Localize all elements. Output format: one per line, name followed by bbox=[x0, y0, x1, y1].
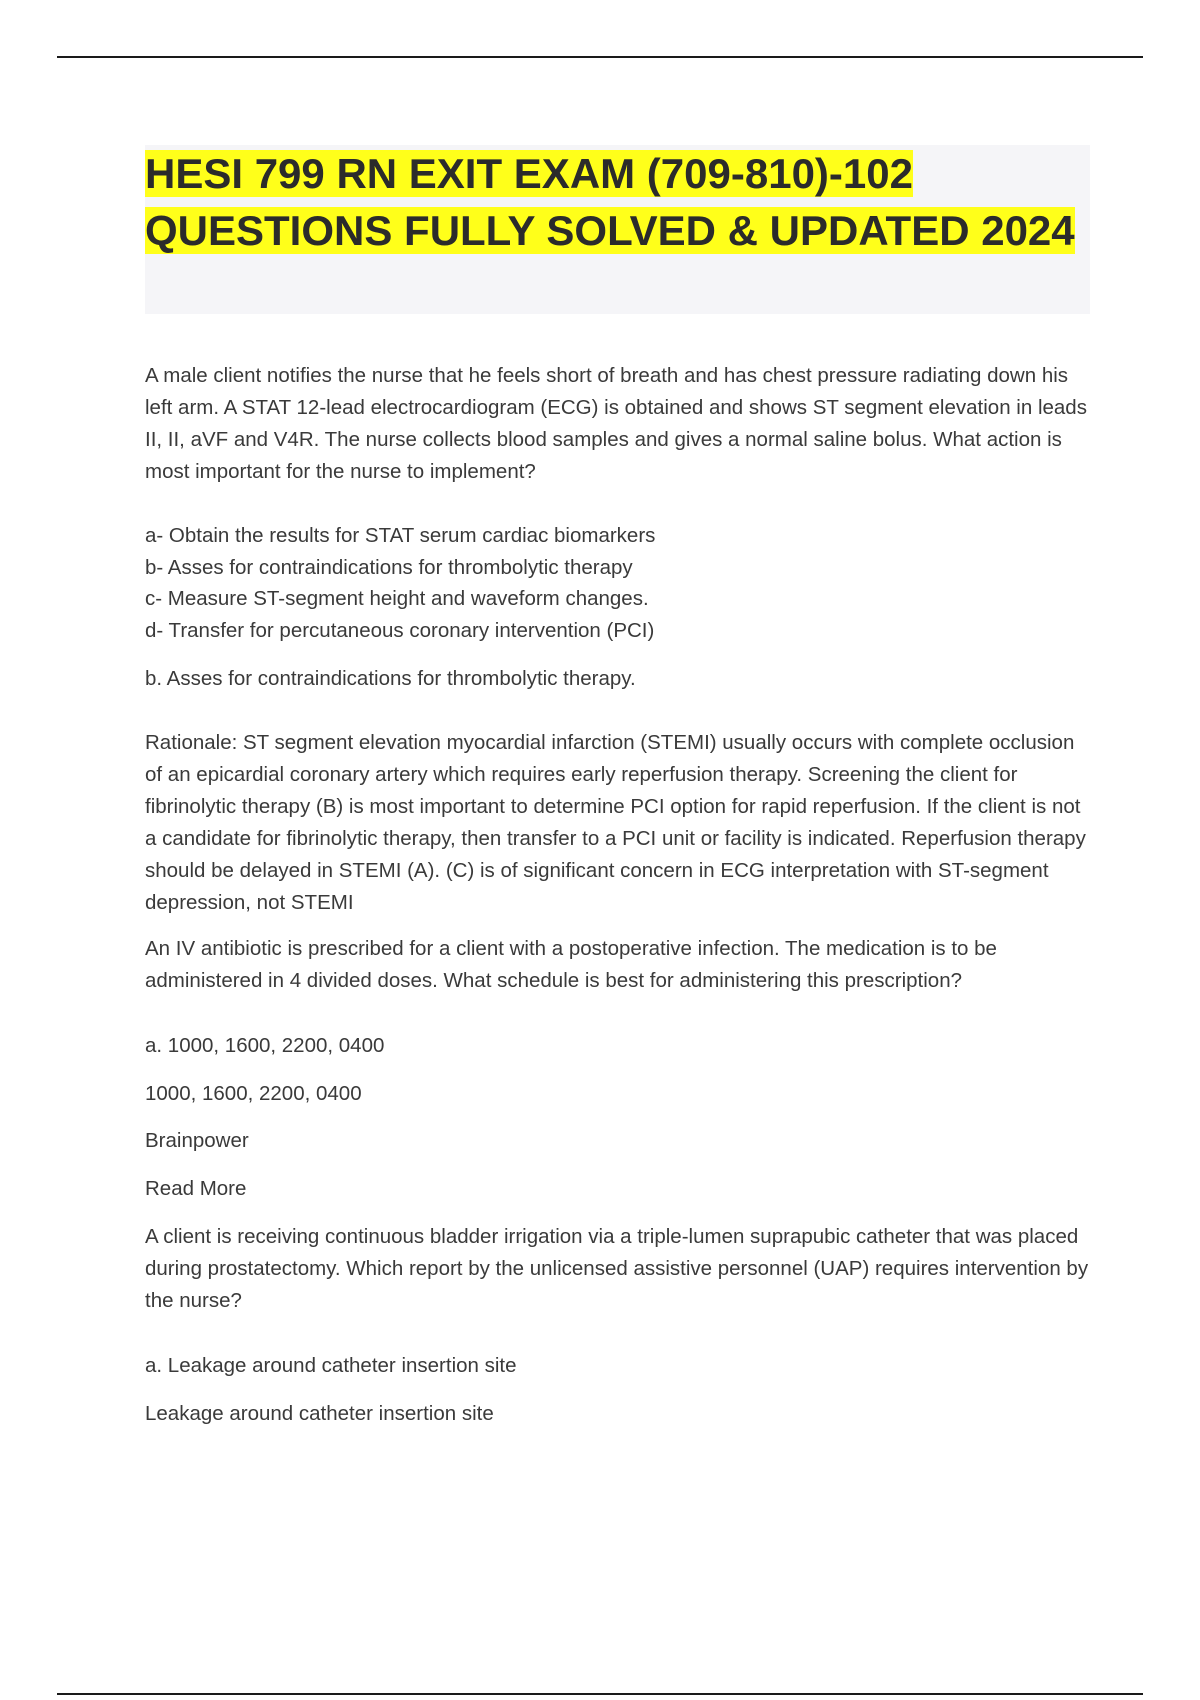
document-title bbox=[145, 145, 1090, 259]
question-1-answer: b. Asses for contraindications for thrombolytic therapy. bbox=[145, 667, 636, 690]
question-1-option-a: a- Obtain the results for STAT serum cardiac biomarkers bbox=[145, 524, 656, 547]
footer-rule bbox=[57, 1693, 1143, 1695]
question-3-answer: Leakage around catheter insertion site bbox=[145, 1402, 494, 1425]
question-3-stem: A client is receiving continuous bladder irrigation via a triple-lumen suprapubic catheter that was placed during prostatectomy. Which report by the unlicensed assistive personnel (UAP) requires intervention by the nurse? bbox=[145, 1225, 1089, 1312]
question-2-option-a: a. 1000, 1600, 2200, 0400 bbox=[145, 1034, 385, 1057]
question-3-option-a: a. Leakage around catheter insertion site bbox=[145, 1354, 517, 1377]
header-rule bbox=[57, 56, 1143, 58]
read-more-link[interactable]: Read More bbox=[145, 1177, 247, 1200]
question-1-options bbox=[145, 520, 1090, 646]
question-2-answer: 1000, 1600, 2200, 0400 bbox=[145, 1082, 362, 1105]
brainpower-label: Brainpower bbox=[145, 1129, 249, 1152]
question-1-option-c: c- Measure ST-segment height and waveform changes. bbox=[145, 587, 649, 610]
question-1-stem: A male client notifies the nurse that he feels short of breath and has chest pressure radiating down his left arm. A STAT 12-lead electrocardiogram (ECG) is obtained and shows ST segment elevation in leads II, II, aVF and V4R. The nurse collects blood samples and gives a normal saline bolus. What action is most important for the nurse to implement? bbox=[145, 364, 1087, 483]
title-highlight: HESI 799 RN EXIT EXAM (709-810)-102 QUESTIONS FULLY SOLVED & UPDATED 2024 bbox=[145, 150, 1075, 254]
question-1-rationale: Rationale: ST segment elevation myocardial infarction (STEMI) usually occurs with complete occlusion of an epicardial coronary artery which requires early reperfusion therapy. Screening the client for fibrinolytic therapy (B) is most important to determine PCI option for rapid reperfusion. If the client is not a candidate for fibrinolytic therapy, then transfer to a PCI unit or facility is indicated. Reperfusion therapy should be delayed in STEMI (A). (C) is of significant concern in ECG interpretation with ST-segment depression, not STEMI bbox=[145, 731, 1086, 914]
question-1-option-d: d- Transfer for percutaneous coronary intervention (PCI) bbox=[145, 618, 655, 642]
question-1-option-b: b- Asses for contraindications for thrombolytic therapy bbox=[145, 555, 633, 579]
title-block bbox=[145, 145, 1090, 314]
question-2-stem: An IV antibiotic is prescribed for a client with a postoperative infection. The medication is to be administered in 4 divided doses. What schedule is best for administering this prescription? bbox=[145, 937, 997, 992]
